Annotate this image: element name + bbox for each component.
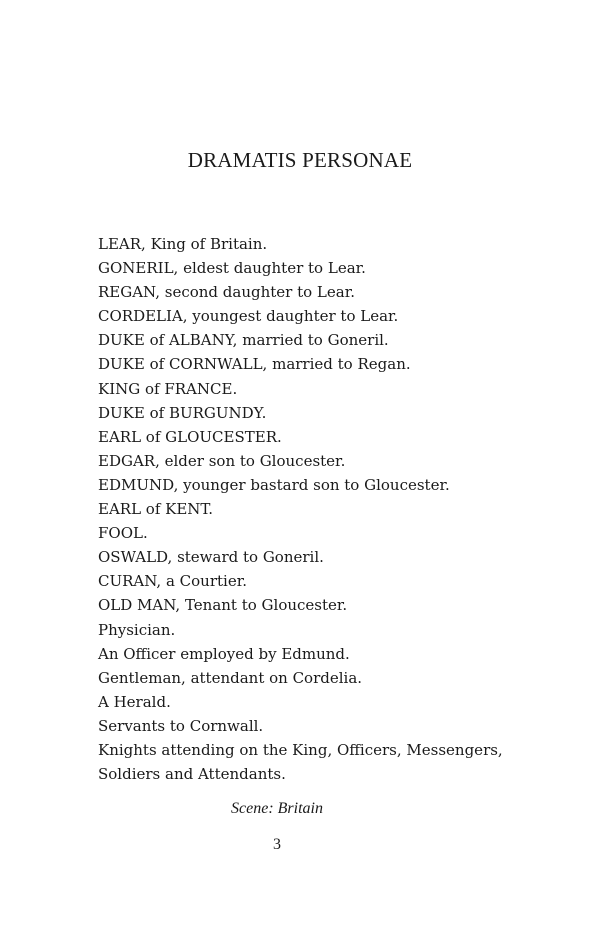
cast-entry: Physician. xyxy=(98,620,176,639)
cast-entry: A Herald. xyxy=(98,692,171,711)
cast-entry: Knights attending on the King, Officers, Messengers, Soldiers and Attendants. xyxy=(98,740,503,784)
page-title: DRAMATIS PERSONAE xyxy=(187,148,413,172)
cast-entry: LEAR, King of Britain. xyxy=(98,235,268,253)
cast-entry: OLD MAN, Tenant to Gloucester. xyxy=(98,596,348,615)
cast-entry: DUKE of CORNWALL, married to Regan. xyxy=(98,355,411,374)
page-number: 3 xyxy=(273,836,281,853)
cast-entry: REGAN, second daughter to Lear. xyxy=(98,283,356,302)
cast-entry: EDMUND, younger bastard son to Gloucester. xyxy=(98,475,450,494)
cast-entry: Servants to Cornwall. xyxy=(98,716,264,735)
cast-entry: FOOL. xyxy=(98,524,148,543)
cast-entry: KING of FRANCE. xyxy=(98,379,238,398)
cast-entry: EDGAR, elder son to Gloucester. xyxy=(98,451,346,470)
cast-entry: DUKE of ALBANY, married to Goneril. xyxy=(98,331,389,350)
cast-entry: An Officer employed by Edmund. xyxy=(98,644,350,663)
scene-note: Scene: Britain xyxy=(231,800,323,817)
cast-entry: EARL of KENT. xyxy=(98,500,214,519)
cast-entry: Gentleman, attendant on Cordelia. xyxy=(98,668,363,687)
cast-entry: GONERIL, eldest daughter to Lear. xyxy=(98,259,366,278)
cast-entry: DUKE of BURGUNDY. xyxy=(98,403,267,422)
cast-entry: EARL of GLOUCESTER. xyxy=(98,427,282,446)
cast-list xyxy=(98,232,538,786)
cast-entry: OSWALD, steward to Goneril. xyxy=(98,548,324,567)
cast-entry: CURAN, a Courtier. xyxy=(98,572,247,591)
cast-entry: CORDELIA, youngest daughter to Lear. xyxy=(98,307,399,326)
